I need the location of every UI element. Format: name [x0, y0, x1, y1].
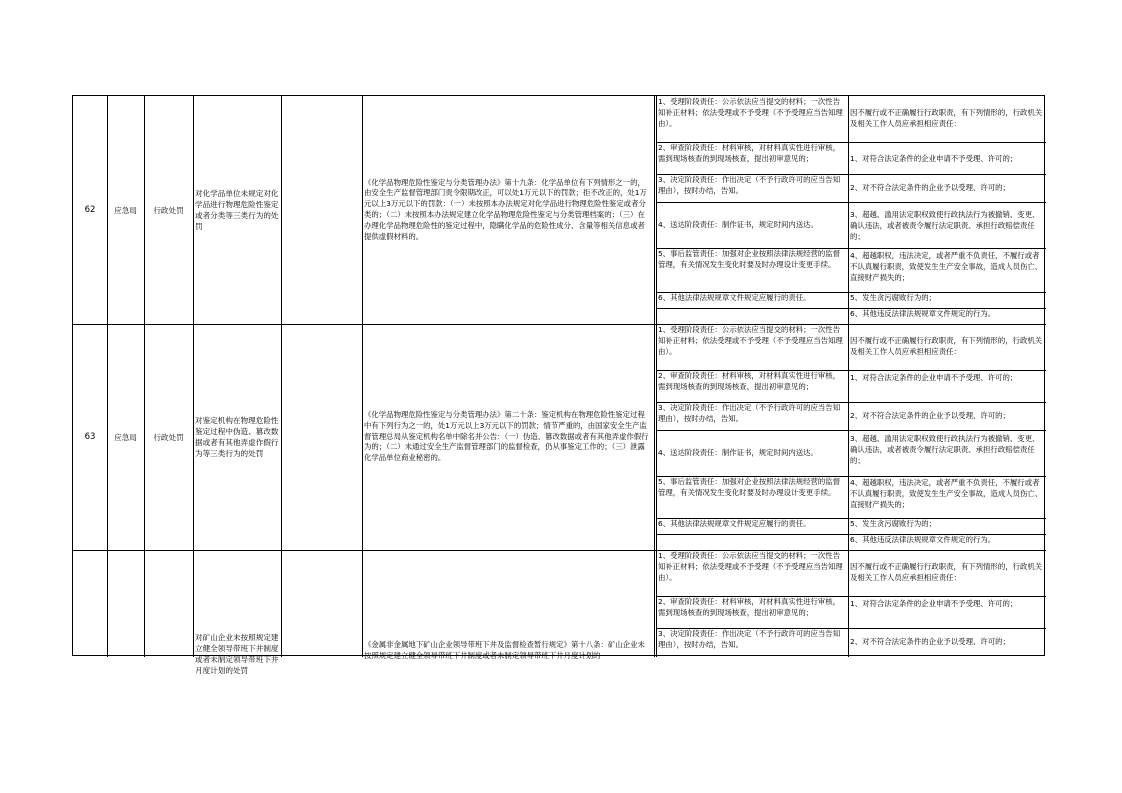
department: 应急局 — [114, 432, 137, 442]
liability-item — [848, 628, 1045, 656]
legal-basis — [362, 96, 654, 324]
duty-item: 3、决定阶段责任：作出决定（不予行政许可的应当告知理由），按时办结，告知。 — [658, 629, 841, 649]
item-name — [193, 96, 281, 324]
table-row — [73, 324, 1046, 550]
duty-item — [656, 202, 848, 248]
grid-line — [656, 142, 1046, 143]
duty-item: 5、事后监管责任：加强对企业按照法律法规经营的监督管理，有关情况发生变化时要及时办理设计变更手续。 — [658, 477, 841, 497]
power-type — [144, 550, 193, 710]
department: 应急局 — [114, 205, 137, 215]
duty-item: 1、受理阶段责任：公示依法应当提交的材料；一次性告知补正材料；依法受理或不予受理（不予受理应当告知理由）。 — [658, 325, 843, 356]
duty-item: 3、决定阶段责任：作出决定（不予行政许可的应当告知理由），按时办结，告知。 — [658, 403, 841, 423]
legal-basis — [362, 324, 654, 550]
liability-item: 4、超越职权，违法决定，或者严重不负责任，不履行或者不认真履行职责，致使发生生产安全事故，造成人员伤亡、直接财产损失的； — [850, 478, 1043, 509]
grid-line — [656, 476, 1046, 477]
duty-item: 2、审查阶段责任：材料审核，对材料真实性进行审核，需到现场核查的到现场核查，提出初审意见的； — [658, 371, 841, 391]
grid-line — [656, 518, 1046, 519]
power-type: 行政处罚 — [153, 205, 184, 215]
liability-item: 3、超越、滥用法定职权致使行政执法行为被撤销、变更、确认违法，或者被责令履行法定职责、承担行政赔偿责任的； — [850, 434, 1040, 465]
item-name-text: 对化学品单位未规定对化学品进行物理危险性鉴定或者分类等三类行为的处罚 — [195, 189, 279, 231]
row-separator — [73, 324, 1046, 325]
grid-line — [656, 248, 1046, 249]
liability-item: 5、发生贪污腐败行为的； — [850, 293, 937, 302]
column-line — [362, 96, 363, 657]
grid-line — [656, 534, 1046, 535]
liability-item — [848, 96, 1045, 142]
liability-item: 5、发生贪污腐败行为的； — [850, 519, 937, 528]
grid-line — [656, 202, 1046, 203]
liability-item-text: 2、对不符合法定条件的企业予以受理、许可的； — [850, 636, 1010, 646]
liability-item-text: 2、对不符合法定条件的企业予以受理、许可的； — [850, 410, 1010, 420]
duty-item: 5、事后监管责任：加强对企业按照法律法规经营的监督管理，有关情况发生变化时要及时办理设计变更手续。 — [658, 249, 841, 269]
liability-item — [848, 324, 1045, 370]
row-number — [73, 550, 107, 710]
column-line — [144, 96, 145, 657]
liability-item — [848, 402, 1045, 430]
duty-item: 2、审查阶段责任：材料审核，对材料真实性进行审核，需到现场核查的到现场核查，提出初审意见的； — [658, 597, 841, 617]
duty-item-text: 4、送达阶段责任：制作证书，规定时间内送达。 — [658, 219, 818, 229]
duty-item: 6、其他法律法规规章文件规定应履行的责任。 — [658, 519, 811, 528]
liability-item — [848, 174, 1045, 202]
duty-item: 1、受理阶段责任：公示依法应当提交的材料；一次性告知补正材料；依法受理或不予受理（不予受理应当告知理由）。 — [658, 97, 843, 128]
column-line — [281, 96, 282, 657]
liability-item-text: 因不履行或不正确履行行政职责，有下列情形的，行政机关及相关工作人员应承担相应责任： — [850, 108, 1043, 128]
column-line — [193, 96, 194, 657]
duty-item: 1、受理阶段责任：公示依法应当提交的材料；一次性告知补正材料；依法受理或不予受理（不予受理应当告知理由）。 — [658, 551, 843, 582]
grid-line — [656, 596, 1046, 597]
liability-item: 4、超越职权，违法决定，或者严重不负责任，不履行或者不认真履行职责，致使发生生产安全事故，造成人员伤亡、直接财产损失的； — [850, 251, 1043, 282]
column-line — [656, 96, 657, 657]
column-line — [107, 96, 108, 657]
legal-basis-text: 《化学品物理危险性鉴定与分类管理办法》第二十条：鉴定机构在物理危险性鉴定过程中有下列行为之一的，处1万元以上3万元以下的罚款；情节严重的，由国家安全生产监督管理总局从鉴定机构名单中除名并公告：（一）伪造、篡改数据或者有其他弄虚作假行为的；（二）未通过安全生产监督管理部门的监督检查，仍从事鉴定工作的；（三）泄露化学品单位商业秘密的。 — [364, 410, 649, 463]
duty-item-text: 4、送达阶段责任：制作证书，规定时间内送达。 — [658, 447, 818, 457]
grid-line — [656, 174, 1046, 175]
item-name — [193, 324, 281, 550]
liability-item: 3、超越、滥用法定职权致使行政执法行为被撤销、变更、确认违法，或者被责令履行法定职责、承担行政赔偿责任的； — [850, 210, 1040, 241]
grid-line — [656, 402, 1046, 403]
liability-item-text: 因不履行或不正确履行行政职责，有下列情形的，行政机关及相关工作人员应承担相应责任： — [850, 336, 1043, 356]
liability-item — [848, 550, 1045, 596]
liability-item: 1、对符合法定条件的企业申请不予受理、许可的； — [850, 154, 1018, 163]
row-separator — [73, 550, 1046, 551]
grid-line — [656, 308, 1046, 309]
liability-item-text: 因不履行或不正确履行行政职责，有下列情形的，行政机关及相关工作人员应承担相应责任： — [850, 562, 1043, 582]
column-line — [654, 96, 655, 657]
duty-item: 6、其他法律法规规章文件规定应履行的责任。 — [658, 293, 811, 302]
liability-item: 6、其他违反法律法规规章文件规定的行为。 — [850, 535, 996, 544]
liability-item: 1、对符合法定条件的企业申请不予受理、许可的； — [850, 373, 1018, 382]
sub-item — [281, 324, 362, 550]
table-row — [73, 550, 1046, 710]
duty-item: 2、审查阶段责任：材料审核，对材料真实性进行审核，需到现场核查的到现场核查，提出初审意见的； — [658, 143, 841, 163]
table-row — [73, 96, 1046, 324]
duty-item: 3、决定阶段责任：作出决定（不予行政许可的应当告知理由），按时办结，告知。 — [658, 175, 841, 195]
column-line — [848, 96, 849, 657]
grid-line — [656, 628, 1046, 629]
row-number: 63 — [84, 431, 96, 442]
department — [107, 550, 144, 710]
item-name: 对矿山企业未按照规定建立健全领导带班下井制度或者未制定领导带班下井月度计划的处罚 — [195, 633, 279, 675]
legal-basis: 《金属非金属地下矿山企业领导带班下井及监督检查暂行规定》第十八条：矿山企业未按照规定建立健全领导带班下井制度或者未制定领导带班下井月度计划的 — [364, 640, 645, 660]
power-type: 行政处罚 — [153, 432, 184, 442]
liability-item: 6、其他违反法律法规规章文件规定的行为。 — [850, 309, 996, 318]
duty-item — [656, 430, 848, 476]
legal-basis-text: 《化学品物理危险性鉴定与分类管理办法》第十九条：化学品单位有下列情形之一的，由安全生产监督管理部门责令限期改正，可以处1万元以下的罚款；拒不改正的，处1万元以上3万元以下的罚款：（一）未按照本办法规定对化学品进行物理危险性鉴定或者分类的；（二）未按照本办法规定建立化学品物理危险性鉴定与分类管理档案的；（三）在办理化学品物理危险性的鉴定过程中，隐瞒化学品的危险性成分、含量等相关信息或者提供虚假材料的。 — [364, 177, 647, 241]
responsibility-table — [72, 95, 1045, 675]
item-name-text: 对鉴定机构在物理危险性鉴定过程中伪造、篡改数据或者有其他弄虚作假行为等三类行为的处罚 — [195, 416, 279, 458]
grid-line — [656, 430, 1046, 431]
row-number: 62 — [84, 204, 96, 215]
grid-line — [656, 370, 1046, 371]
liability-item: 1、对符合法定条件的企业申请不予受理、许可的； — [850, 599, 1018, 608]
grid-line — [656, 292, 1046, 293]
sub-item — [281, 96, 362, 324]
liability-item-text: 2、对不符合法定条件的企业予以受理、许可的； — [850, 182, 1010, 192]
